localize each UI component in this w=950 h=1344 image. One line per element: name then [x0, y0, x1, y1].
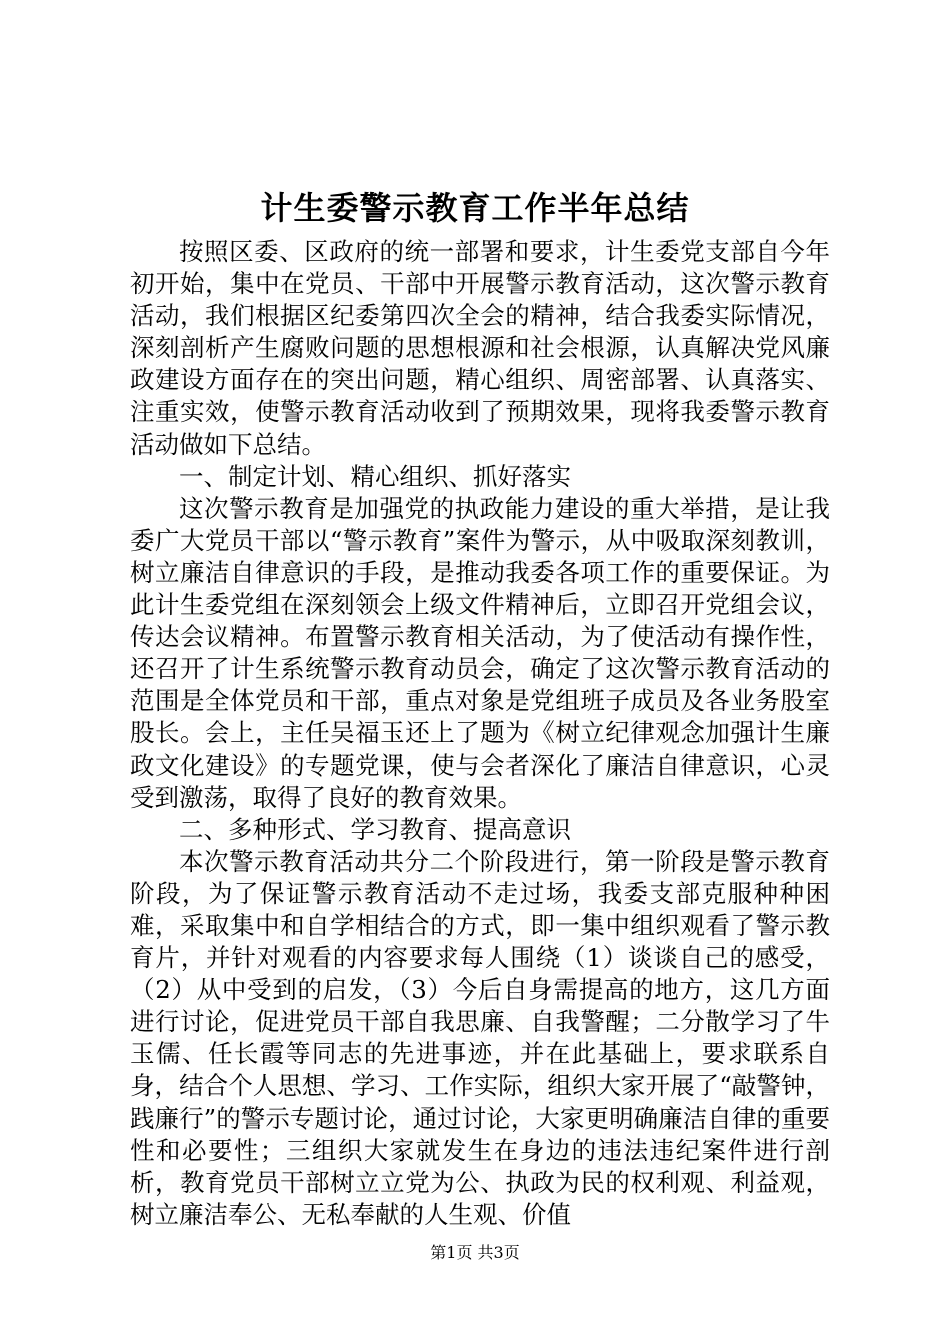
section-heading-1: 一、制定计划、精心组织、抓好落实	[179, 461, 571, 491]
document-title: 计生委警示教育工作半年总结	[260, 189, 690, 227]
paragraph-section-2: 本次警示教育活动共分二个阶段进行，第一阶段是警示教育阶段，为了保证警示教育活动不走过场，我委支部克服种种困难，采取集中和自学相结合的方式，即一集中组织观看了警示教育片，并针对观看的内容要求每人围绕（1）谈谈自己的感受，（2）从中受到的启发，（3）今后自身需提高的地方，这几方面进行讨论，促进党员干部自我思廉、自我警醒；二分散学习了牛玉儒、任长霞等同志的先进事迹，并在此基础上，要求联系自身，结合个人思想、学习、工作实际，组织大家开展了“敲警钟，践廉行”的警示专题讨论，通过讨论，大家更明确廉洁自律的重要性和必要性；三组织大家就发生在身边的违法违纪案件进行剖析，教育党员干部树立立党为公、执政为民的权利观、利益观，树立廉洁奉公、无私奉献的人生观、价值	[130, 846, 830, 1229]
paragraph-intro: 按照区委、区政府的统一部署和要求，计生委党支部自今年初开始，集中在党员、干部中开展警示教育活动，这次警示教育活动，我们根据区纪委第四次全会的精神，结合我委实际情况，深刻剖析产生腐败问题的思想根源和社会根源，认真解决党风廉政建设方面存在的突出问题，精心组织、周密部署、认真落实、注重实效，使警示教育活动收到了预期效果，现将我委警示教育活动做如下总结。	[130, 237, 830, 459]
paragraph-section-1: 这次警示教育是加强党的执政能力建设的重大举措，是让我委广大党员干部以“警示教育”案件为警示，从中吸取深刻教训，树立廉洁自律意识的手段，是推动我委各项工作的重要保证。为此计生委党组在深刻领会上级文件精神后，立即召开党组会议，传达会议精神。布置警示教育相关活动，为了使活动有操作性，还召开了计生系统警示教育动员会，确定了这次警示教育活动的范围是全体党员和干部，重点对象是党组班子成员及各业务股室股长。会上，主任吴福玉还上了题为《树立纪律观念加强计生廉政文化建设》的专题党课，使与会者深化了廉洁自律意识，心灵受到激荡，取得了良好的教育效果。	[130, 493, 830, 812]
page-number-footer: 第1页 共3页	[430, 1243, 520, 1262]
section-heading-2: 二、多种形式、学习教育、提高意识	[179, 814, 571, 844]
document-body	[130, 236, 830, 1231]
